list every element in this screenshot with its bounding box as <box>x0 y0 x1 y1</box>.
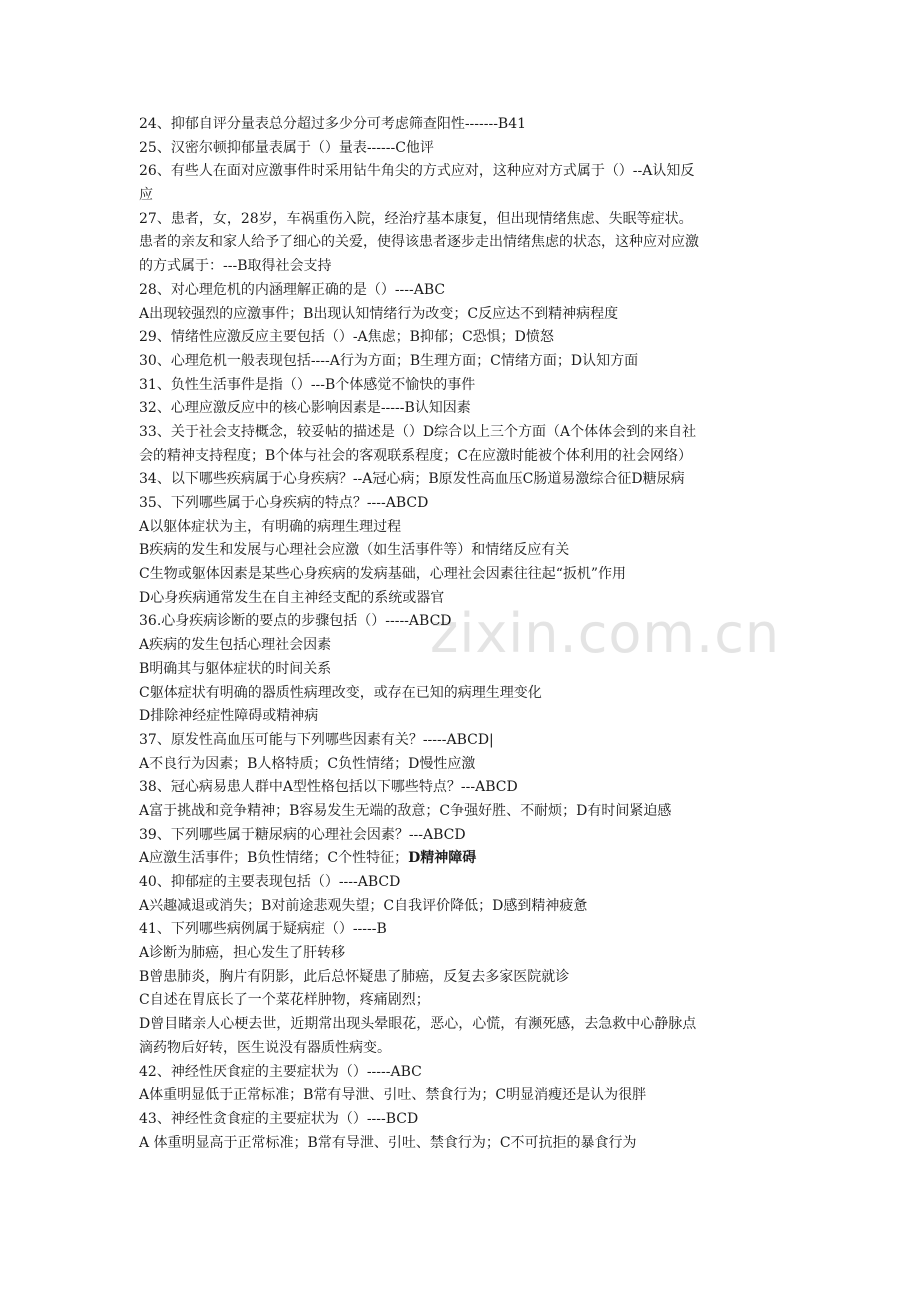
question-41-option-d: D曾目睹亲人心梗去世，近期常出现头晕眼花，恶心，心慌，有濒死感，去急救中心静脉点 <box>139 1016 697 1033</box>
question-41-option-b: B曾患肺炎，胸片有阴影，此后总怀疑患了肺癌，反复去多家医院就诊 <box>139 968 570 985</box>
question-37: 37、原发性高血压可能与下列哪些因素有关？-----ABCD| <box>139 731 494 748</box>
question-27-answer: 的方式属于：---B取得社会支持 <box>139 258 332 275</box>
question-43-options: A 体重明显高于正常标准；B常有导泄、引吐、禁食行为；C不可抗拒的暴食行为 <box>139 1134 637 1151</box>
watermark: zixin.com.cn <box>430 602 781 665</box>
question-28: 28、对心理危机的内涵理解正确的是（）----ABC <box>139 281 446 298</box>
question-36-option-b: B明确其与躯体症状的时间关系 <box>139 660 332 677</box>
question-36: 36.心身疾病诊断的要点的步骤包括（）-----ABCD <box>139 613 452 630</box>
question-33-cont: 会的精神支持程度；B个体与社会的客观联系程度；C在应激时能被个体利用的社会网络） <box>139 447 692 464</box>
question-42: 42、神经性厌食症的主要症状为（）-----ABC <box>139 1063 422 1080</box>
question-36-option-d: D排除神经症性障碍或精神病 <box>139 708 319 725</box>
question-31: 31、负性生活事件是指（）---B个体感觉不愉快的事件 <box>139 376 476 393</box>
question-34: 34、以下哪些疾病属于心身疾病？--A冠心病；B原发性高血压C肠道易激综合征D糖尿病 <box>139 471 685 488</box>
question-40: 40、抑郁症的主要表现包括（）----ABCD <box>139 874 401 890</box>
question-41: 41、下列哪些病例属于疑病症（）-----B <box>139 921 387 938</box>
question-35-option-a: A以躯体症状为主，有明确的病理生理过程 <box>139 518 402 535</box>
question-24: 24、抑郁自评分量表总分超过多少分可考虑筛查阳性-------B41 <box>139 116 527 132</box>
question-43: 43、神经性贪食症的主要症状为（）----BCD <box>139 1110 419 1127</box>
question-27: 27、患者，女，28岁，车祸重伤入院，经治疗基本康复，但出现情绪焦虑、失眠等症状。 <box>139 210 693 227</box>
question-37-options: A不良行为因素；B人格特质；C负性情绪；D慢性应激 <box>139 755 476 772</box>
question-32: 32、心理应激反应中的核心影响因素是-----B认知因素 <box>139 400 471 417</box>
question-28-options: A出现较强烈的应激事件；B出现认知情绪行为改变；C反应达不到精神病程度 <box>139 305 619 322</box>
question-41-option-c: C自述在胃底长了一个菜花样肿物，疼痛剧烈； <box>139 992 430 1009</box>
question-36-option-a: A疾病的发生包括心理社会因素 <box>139 637 332 654</box>
question-39-options <box>139 847 791 871</box>
question-40-options: A兴趣减退或消失；B对前途悲观失望；C自我评价降低；D感到精神疲惫 <box>139 897 588 914</box>
question-29: 29、情绪性应激反应主要包括（）-A焦虑；B抑郁；C恐惧；D愤怒 <box>139 329 554 346</box>
question-39-option-d-bold: D精神障碍 <box>408 850 477 867</box>
document-body <box>139 113 791 1155</box>
question-27-cont: 患者的亲友和家人给予了细心的关爱，使得该患者逐步走出情绪焦虑的状态，这种应对应激 <box>139 234 699 251</box>
question-38: 38、冠心病易患人群中A型性格包括以下哪些特点？---ABCD <box>139 779 518 796</box>
question-39: 39、下列哪些属于糖尿病的心理社会因素？---ABCD <box>139 826 466 843</box>
question-35-option-c: C生物或躯体因素是某些心身疾病的发病基础，心理社会因素往往起“扳机”作用 <box>139 566 627 583</box>
question-42-options: A体重明显低于正常标准；B常有导泄、引吐、禁食行为；C明显消瘦还是认为很胖 <box>139 1087 647 1104</box>
question-26-cont: 应 <box>139 187 153 204</box>
question-26: 26、有些人在面对应激事件时采用钻牛角尖的方式应对，这种应对方式属于（）--A认知反 <box>139 163 695 180</box>
question-41-option-d-cont: 滴药物后好转，医生说没有器质性病变。 <box>139 1039 391 1056</box>
question-38-options: A富于挑战和竞争精神；B容易发生无端的敌意；C争强好胜、不耐烦；D有时间紧迫感 <box>139 802 672 819</box>
question-35-option-d: D心身疾病通常发生在自主神经支配的系统或器官 <box>139 589 445 606</box>
question-41-option-a: A诊断为肺癌，担心发生了肝转移 <box>139 945 346 962</box>
question-35: 35、下列哪些属于心身疾病的特点？----ABCD <box>139 495 429 511</box>
question-39-options-text: A应激生活事件；B负性情绪；C个性特征； <box>139 850 409 867</box>
question-30: 30、心理危机一般表现包括----A行为方面；B生理方面；C情绪方面；D认知方面 <box>139 352 639 369</box>
question-25: 25、汉密尔顿抑郁量表属于（）量表------C他评 <box>139 139 434 156</box>
question-35-option-b: B疾病的发生和发展与心理社会应激（如生活事件等）和情绪反应有关 <box>139 542 570 559</box>
question-33: 33、关于社会支持概念，较妥帖的描述是（）D综合以上三个方面（A个体体会到的来自社 <box>139 423 697 440</box>
question-36-option-c: C躯体症状有明确的器质性病理改变，或存在已知的病理生理变化 <box>139 684 542 701</box>
